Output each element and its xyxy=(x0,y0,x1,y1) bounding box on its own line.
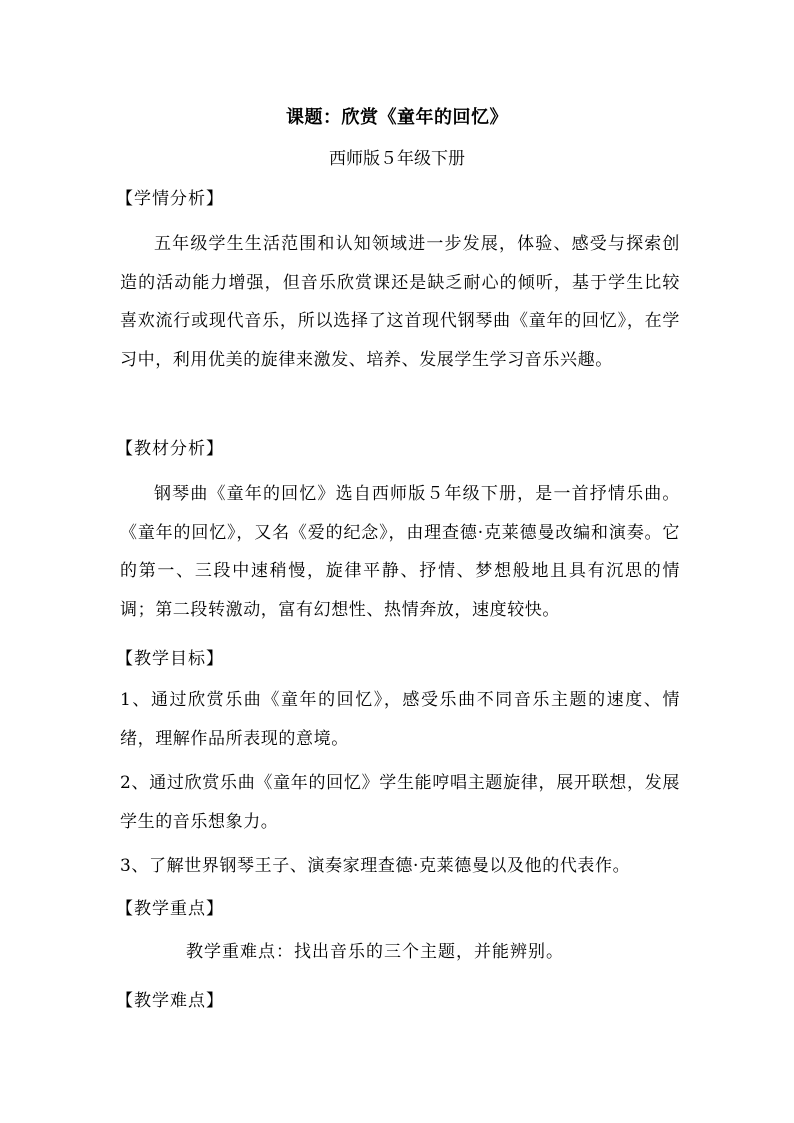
section-heading-teaching-goals: 【教学目标】 xyxy=(116,649,224,669)
teaching-focus-text: 教学重难点：找出音乐的三个主题，并能辨别。 xyxy=(186,942,564,962)
page-subtitle: 西师版５年级下册 xyxy=(329,149,465,169)
section-heading-learning-analysis: 【学情分析】 xyxy=(116,189,224,209)
section-heading-teaching-difficulty: 【教学难点】 xyxy=(116,991,224,1011)
paragraph-learning-analysis: 五年级学生生活范围和认知领域进一步发展，体验、感受与探索创造的活动能力增强，但音乐欣赏课还是缺乏耐心的倾听，基于学生比较喜欢流行或现代音乐，所以选择了这首现代钢琴曲《童年的回忆》，在学习中，利用优美的旋律来激发、培养、发展学生学习音乐兴趣。 xyxy=(120,234,680,370)
page-title: 课题：欣赏《童年的回忆》 xyxy=(286,107,508,128)
goal-item-1: 1、通过欣赏乐曲《童年的回忆》，感受乐曲不同音乐主题的速度、情绪，理解作品所表现的意境。 xyxy=(120,690,680,749)
section-heading-material-analysis: 【教材分析】 xyxy=(116,439,224,459)
section-heading-teaching-focus: 【教学重点】 xyxy=(116,899,224,919)
goal-item-2: 2、通过欣赏乐曲《童年的回忆》学生能哼唱主题旋律，展开联想，发展学生的音乐想象力。 xyxy=(120,773,680,832)
paragraph-material-analysis: 钢琴曲《童年的回忆》选自西师版５年级下册，是一首抒情乐曲。《童年的回忆》，又名《爱的纪念》，由理查德·克莱德曼改编和演奏。它的第一、三段中速稍慢，旋律平静、抒情、梦想般地且具有沉思的情调；第二段转激动，富有幻想性、热情奔放，速度较快。 xyxy=(120,484,680,620)
goal-item-3: 3、了解世界钢琴王子、演奏家理查德·克莱德曼以及他的代表作。 xyxy=(120,856,631,876)
